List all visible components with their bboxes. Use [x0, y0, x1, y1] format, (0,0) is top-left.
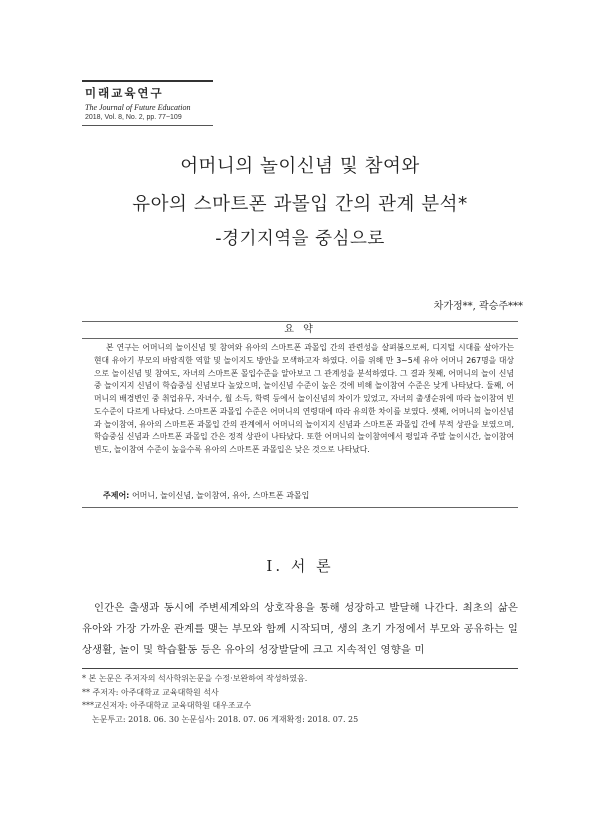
keywords	[103, 490, 309, 501]
footnote-2: ** 주저자: 아주대학교 교육대학원 석사	[82, 687, 219, 697]
keywords-divider	[82, 507, 518, 508]
abstract-text: 본 연구는 어머니의 놀이신념 및 참여와 유아의 스마트폰 과몰입 간의 관련성을 살펴봄으로써, 디지털 시대를 살아가는 현대 유아기 부모의 바람직한 역할 및 놀이지도 방안을 모색하고자 하였다. 이를 위해 만 3~5세 유아 어머니 267명을 대상으로 놀이신념 및 참여도, 자녀의 스마트폰 몰입수준을 알아보고 그 관계성을 분석하였다. 그 결과 첫째, 어머니의 놀이 신념 중 놀이지지 신념이 학습중심 신념보다 높았으며, 놀이신념 수준이 높은 것에 비해 놀이참여 수준은 낮게 나타났다. 둘째, 어머니의 배경변인 중 취업유무, 자녀수, 월 소득, 학력 등에서 놀이신념의 차이가 있었고, 자녀의 출생순위에 따라 놀이참여 빈도수준이 다르게 나타났다. 스마트폰 과몰입 수준은 어머니의 연령대에 따라 유의한 차이를 보였다. 셋째, 어머니의 놀이신념과 놀이참여, 유아의 스마트폰 과몰입 간의 관계에서 어머니의 놀이지지 신념과 스마트폰 과몰입 간에 부적 상관을 보였으며, 학습중심 신념과 스마트폰 과몰입 간은 정적 상관이 나타났다. 또한 어머니의 놀이참여에서 평일과 주말 놀이시간, 놀이참여 빈도, 놀이참여 수준이 높을수록 유아의 스마트폰 과몰입은 낮은 것으로 나타났다.	[94, 343, 514, 454]
submission-dates: 논문투고: 2018. 06. 30 논문심사: 2018. 07. 06 게재확정: 2018. 07. 25	[92, 714, 359, 724]
footnote-1: * 본 논문은 주저자의 석사학위논문을 수정·보완하여 작성하였음.	[82, 674, 308, 683]
footnotes	[82, 672, 358, 726]
intro-paragraph: 인간은 출생과 동시에 주변세계와의 상호작용을 통해 성장하고 발달해 나간다. 최초의 삶은 유아와 가장 가까운 관계를 맺는 부모와 함께 시작되며, 생의 초기 가정에서 부모와 공유하는 일상생활, 놀이 및 학습활동 등은 유아의 성장발달에 크고 지속적인 영향을 미	[82, 602, 518, 656]
keywords-text: 어머니, 놀이신념, 놀이참여, 유아, 스마트폰 과몰입	[131, 491, 310, 500]
journal-name-ko: 미래교육연구	[85, 86, 164, 100]
footnote-3: ***교신저자: 아주대학교 교육대학원 대우조교수	[82, 701, 252, 710]
journal-name-en: The Journal of Future Education	[85, 103, 191, 112]
title-line-1: 어머니의 놀이신념 및 참여와	[180, 156, 420, 177]
keywords-label: 주제어:	[103, 491, 130, 500]
authors: 차가정**, 곽승주***	[433, 301, 523, 312]
journal-info: 2018, Vol. 8, No. 2, pp. 77~109	[85, 114, 182, 121]
footnote-divider	[82, 668, 518, 669]
title-line-2: 유아의 스마트폰 과몰입 간의 관계 분석*	[132, 194, 468, 215]
journal-header	[82, 80, 213, 126]
abstract-heading: 요 약	[82, 321, 518, 339]
title-line-3: -경기지역을 중심으로	[215, 229, 385, 249]
section-heading: I. 서 론	[266, 557, 334, 575]
